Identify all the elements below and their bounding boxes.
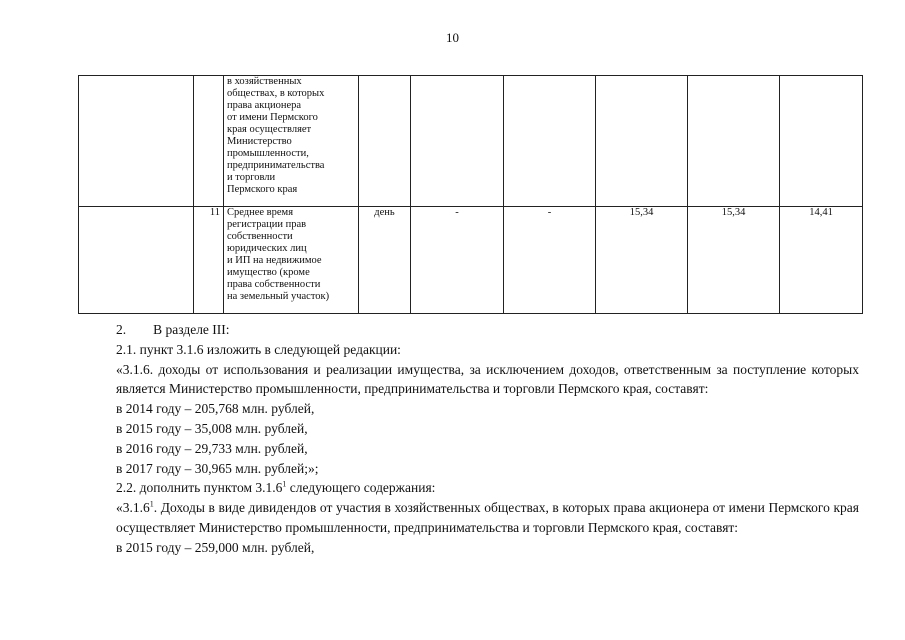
name-line: регистрации прав [227, 219, 307, 230]
list-item: в 2016 году – 29,733 млн. рублей, [116, 440, 308, 456]
paragraph [75, 498, 859, 538]
text-segment: следующего содержания: [286, 480, 436, 496]
name-line: права акционера [227, 100, 302, 111]
table-cell-empty [79, 76, 194, 207]
text-segment: «3.1.6 [116, 500, 150, 516]
value-cell [411, 76, 504, 207]
value-cell [504, 76, 596, 207]
name-line: юридических лиц [227, 243, 307, 254]
name-line: от имени Пермского [227, 112, 318, 123]
section-heading: 2. В разделе III: [116, 322, 230, 337]
name-line: и торговли [227, 172, 276, 183]
name-line: Министерство [227, 136, 292, 147]
value-cell: 14,41 [780, 207, 863, 314]
name-line: собственности [227, 231, 293, 242]
unit-cell [359, 76, 411, 207]
text-segment: 2.2. дополнить пунктом 3.1.6 [116, 480, 283, 496]
paragraph: 2.1. пункт 3.1.6 изложить в следующей редакции: [116, 341, 401, 357]
value-cell [688, 76, 780, 207]
name-line: края осуществляет [227, 124, 312, 135]
value-cell: - [504, 207, 596, 314]
value-cell [596, 76, 688, 207]
name-line: промышленности, [227, 148, 309, 159]
value-cell: 15,34 [596, 207, 688, 314]
value-cell [780, 76, 863, 207]
list-item: в 2015 году – 35,008 млн. рублей, [116, 420, 308, 436]
indicators-table [78, 75, 863, 314]
indicator-name [224, 76, 359, 207]
name-line: обществах, в которых [227, 88, 325, 99]
unit-cell: день [359, 207, 411, 314]
page-number: 10 [446, 30, 459, 45]
row-number: 11 [194, 207, 224, 314]
paragraph: «3.1.6. доходы от использования и реализации имущества, за исключением доходов, ответственным за поступление которых является Министерство промышленности, предпринимательства и торговли Пермского края, составят: [116, 361, 859, 397]
value-cell: 15,34 [688, 207, 780, 314]
name-line: имущество (кроме [227, 267, 310, 278]
name-line: права собственности [227, 279, 321, 290]
paragraph [75, 478, 859, 498]
name-line: Пермского края [227, 184, 298, 195]
value-cell: - [411, 207, 504, 314]
name-line: на земельный участок) [227, 291, 330, 302]
list-item: в 2015 году – 259,000 млн. рублей, [116, 539, 315, 555]
name-line: в хозяйственных [227, 76, 302, 87]
table-row [79, 76, 863, 207]
superscript: 1 [282, 479, 287, 489]
name-line: предпринимательства [227, 160, 325, 171]
table-cell-empty [79, 207, 194, 314]
name-line: и ИП на недвижимое [227, 255, 322, 266]
text-segment: . Доходы в виде дивидендов от участия в хозяйственных обществах, в которых права акционера от имени Пермского края осуществляет Министерство промышленности, предпринимательства и торговли Пермского края, составят: [116, 500, 859, 535]
list-item: в 2017 году – 30,965 млн. рублей;»; [116, 460, 319, 476]
name-line: Среднее время [227, 207, 294, 218]
table-row [79, 207, 863, 314]
list-item: в 2014 году – 205,768 млн. рублей, [116, 401, 315, 417]
document-body [75, 320, 859, 558]
row-number [194, 76, 224, 207]
superscript: 1 [149, 499, 154, 509]
indicator-name [224, 207, 359, 314]
